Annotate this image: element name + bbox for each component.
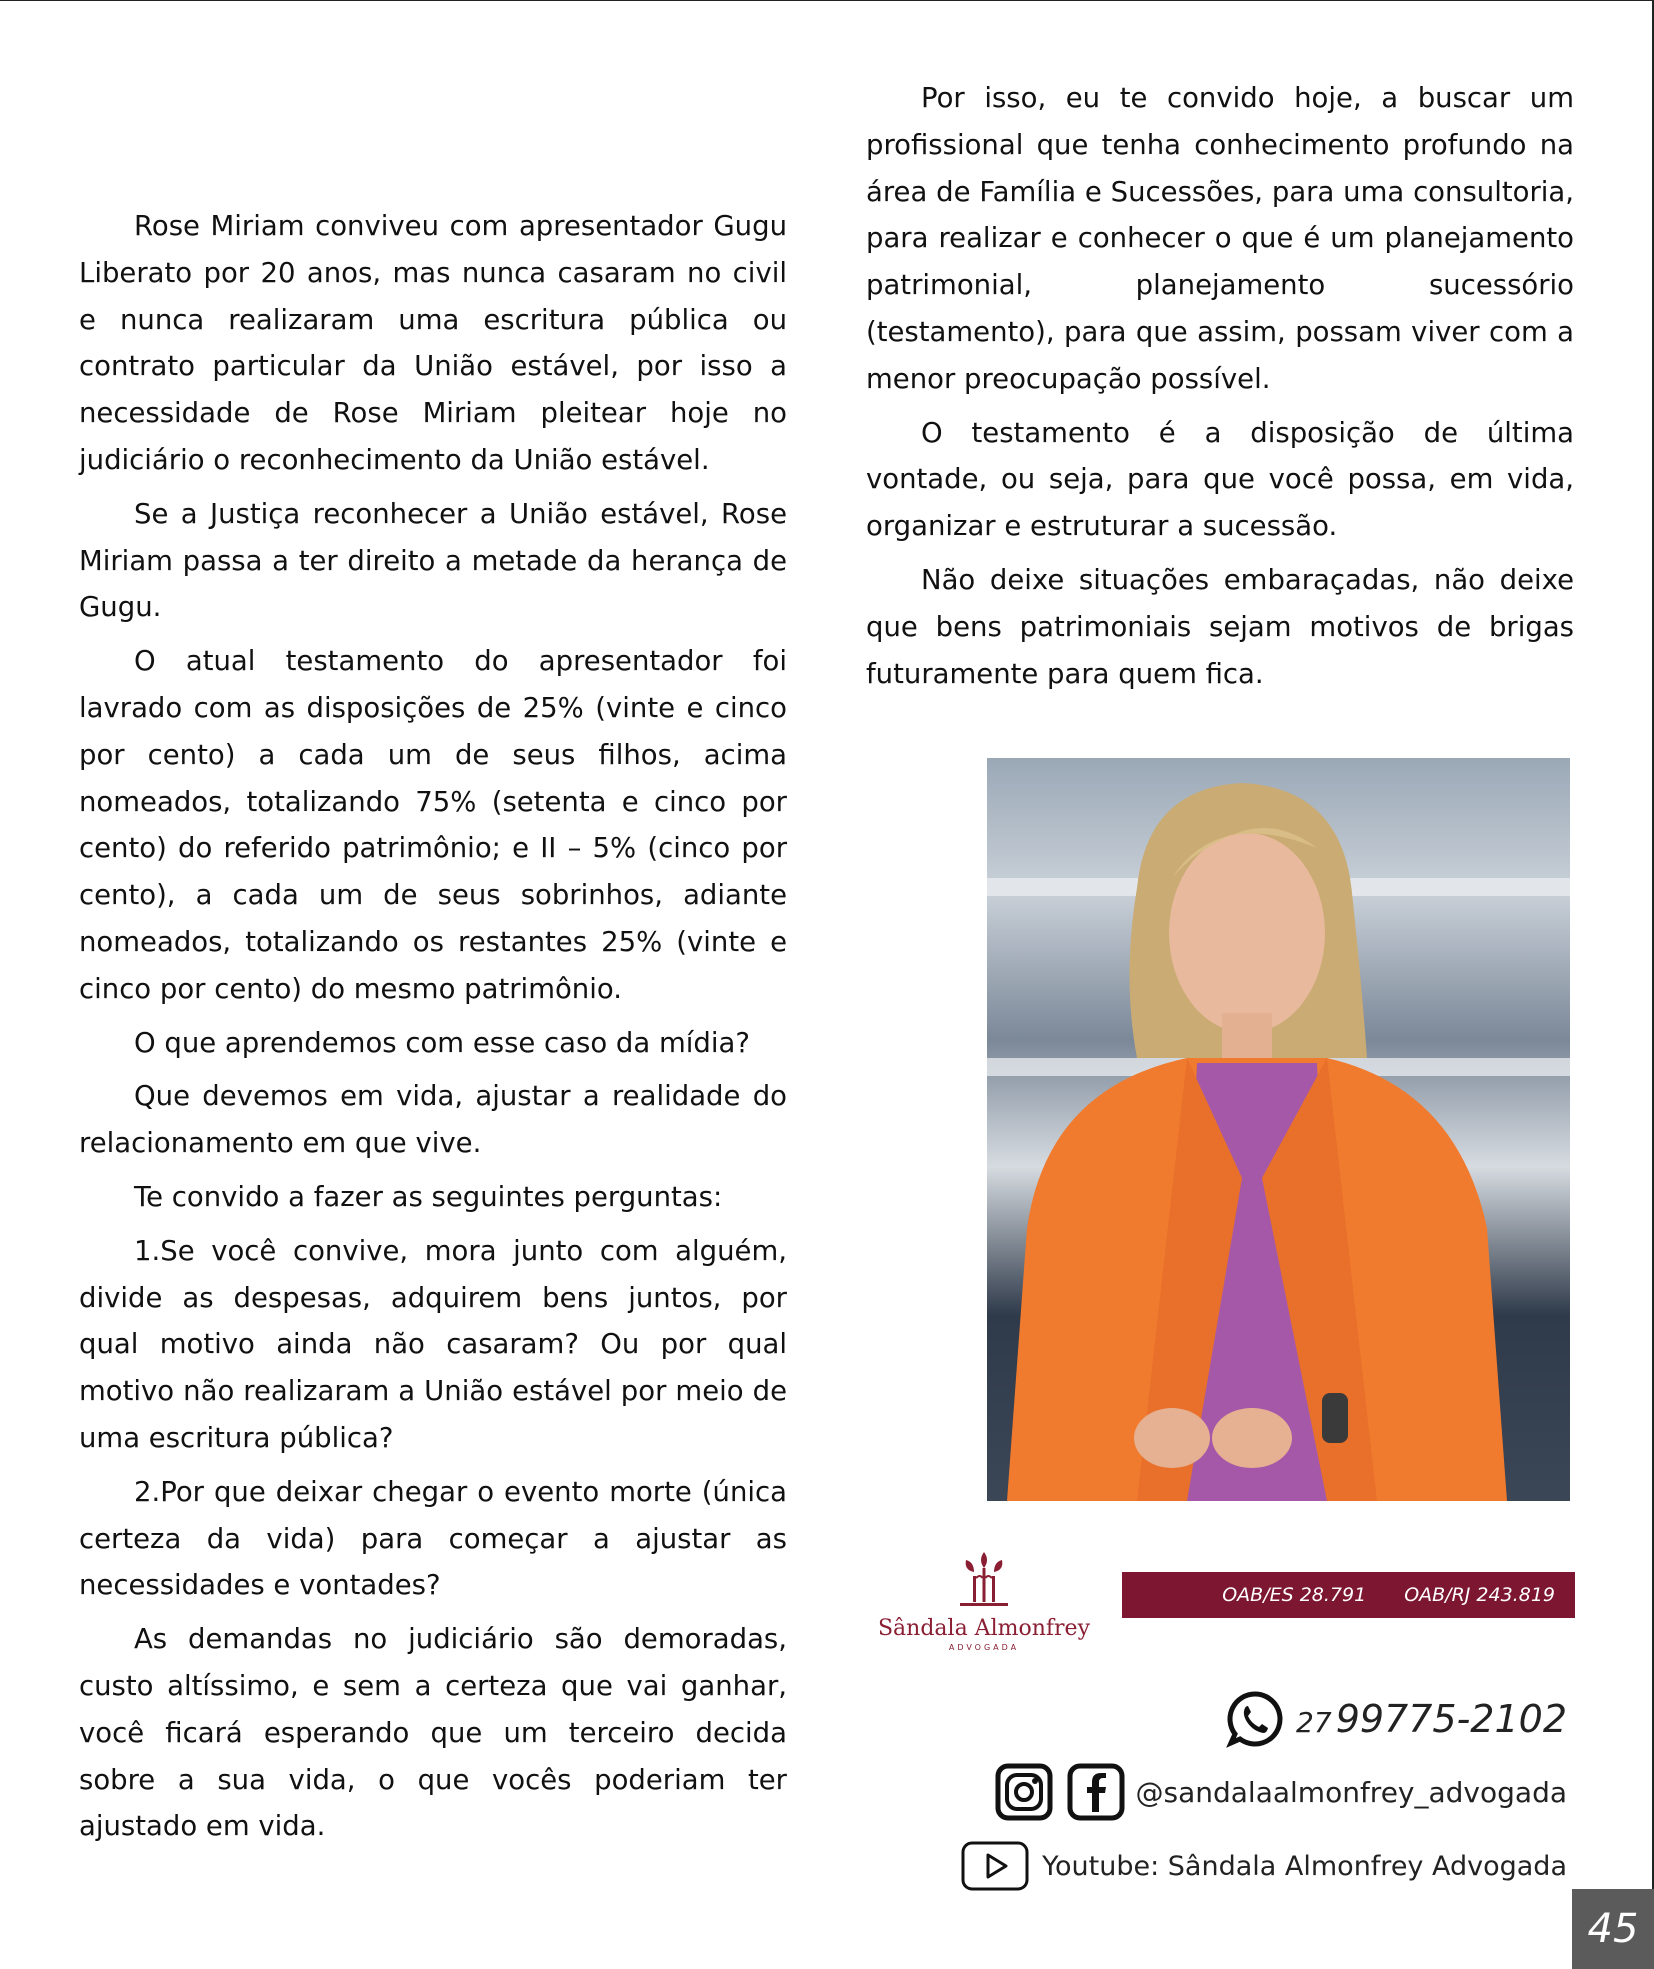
page-border-top: [0, 0, 1652, 1]
paragraph: Por isso, eu te convido hoje, a buscar um profissional que tenha conhecimento profundo na área de Família e Sucessões, para uma consultoria, para realizar e conhecer o que é um planejamento patrimonial, planejamento sucessório (testamento), para que assim, possam viver com a menor preocupação possível.: [866, 82, 1574, 395]
paragraph: Não deixe situações embaraçadas, não deixe que bens patrimoniais sejam motivos de brigas futuramente para quem fica.: [866, 563, 1574, 690]
facebook-icon[interactable]: [1066, 1762, 1126, 1822]
oab-es: OAB/ES 28.791: [1222, 1584, 1367, 1606]
paragraph: Se a Justiça reconhecer a União estável, Rose Miriam passa a ter direito a metade da herança de Gugu.: [79, 497, 787, 624]
portrait-figure: [987, 758, 1570, 1501]
phone-number-text: [1296, 1697, 1567, 1741]
paragraph: 1.Se você convive, mora junto com alguém, divide as despesas, adquirem bens juntos, por qual motivo ainda não casaram? Ou por qual motivo não realizaram a União estável por meio de uma escritura pública?: [79, 1234, 787, 1454]
instagram-icon[interactable]: [994, 1762, 1054, 1822]
paragraph: Rose Miriam conviveu com apresentador Gugu Liberato por 20 anos, mas nunca casaram no civil e nunca realizaram uma escritura pública ou contrato particular da União estável, por isso a necessidade de Rose Miriam pleitear hoje no judiciário o reconhecimento da União estável.: [79, 210, 787, 476]
social-contact[interactable]: [994, 1762, 1568, 1822]
youtube-contact[interactable]: [960, 1840, 1567, 1892]
paragraph: O que aprendemos com esse caso da mídia?: [134, 1026, 750, 1059]
phone-number: 99775-2102: [1335, 1697, 1567, 1741]
paragraph: 2.Por que deixar chegar o evento morte (única certeza da vida) para começar a ajustar as necessidades e vontades?: [79, 1475, 787, 1602]
oab-rj: OAB/RJ 243.819: [1404, 1584, 1555, 1606]
phone-contact[interactable]: [1226, 1690, 1567, 1748]
youtube-channel: Youtube: Sândala Almonfrey Advogada: [1042, 1850, 1567, 1882]
paragraph: O atual testamento do apresentador foi lavrado com as disposições de 25% (vinte e cinco por cento) a cada um de seus filhos, acima nomeados, totalizando 75% (setenta e cinco por cento) do referido patrimônio; e II – 5% (cinco por cento), a cada um de seus sobrinhos, adiante nomeados, totalizando os restantes 25% (vinte e cinco por cento) do mesmo patrimônio.: [79, 645, 787, 1005]
lawyer-portrait-photo: [987, 758, 1570, 1501]
logo-name: Sândala Almonfrey: [877, 1616, 1090, 1641]
page-number: 45: [1572, 1889, 1654, 1969]
youtube-icon[interactable]: [960, 1840, 1030, 1892]
whatsapp-icon: [1226, 1690, 1284, 1748]
brand-logo: [868, 1548, 1100, 1668]
oab-registration-bar: [1122, 1572, 1575, 1618]
paragraph: As demandas no judiciário são demoradas, custo altíssimo, e sem a certeza que vai ganhar, você ficará esperando que um terceiro decida sobre a sua vida, o que vocês poderiam ter ajustado em vida.: [79, 1623, 787, 1843]
right-text-column: [866, 75, 1574, 704]
logo-subtitle: ADVOGADA: [948, 1643, 1020, 1652]
paragraph: Te convido a fazer as seguintes perguntas:: [134, 1180, 723, 1213]
paragraph: Que devemos em vida, ajustar a realidade do relacionamento em que vive.: [79, 1080, 787, 1160]
social-handle: @sandalaalmonfrey_advogada: [1135, 1775, 1567, 1809]
left-text-column: [79, 203, 787, 1857]
logo-emblem-icon: [954, 1548, 1014, 1610]
paragraph: O testamento é a disposição de última vontade, ou seja, para que você possa, em vida, organizar e estruturar a sucessão.: [866, 416, 1574, 543]
phone-area-code: 27: [1296, 1706, 1332, 1739]
